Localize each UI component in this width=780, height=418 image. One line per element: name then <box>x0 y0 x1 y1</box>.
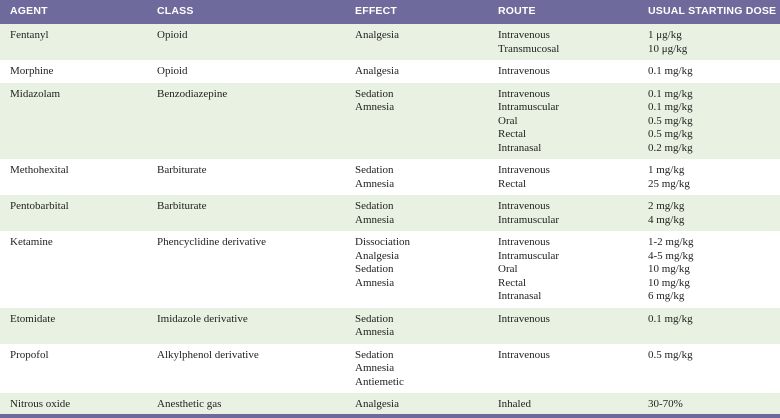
cell-route-line: Intravenous <box>498 87 550 100</box>
cell-class <box>147 83 345 160</box>
cell-effect-line: Sedation <box>355 312 394 325</box>
table-row <box>0 393 780 416</box>
cell-agent-text: Nitrous oxide <box>10 398 71 410</box>
cell-effect <box>345 231 488 308</box>
cell-route-line: Inhaled <box>498 398 531 410</box>
header-dose: USUAL STARTING DOSE <box>638 0 780 24</box>
cell-effect-line: Sedation <box>355 348 394 361</box>
cell-agent <box>0 308 147 344</box>
table-row <box>0 344 780 394</box>
cell-agent <box>0 393 147 416</box>
cell-dose <box>638 393 780 416</box>
cell-agent <box>0 83 147 160</box>
cell-agent-text: Pentobarbital <box>10 200 69 212</box>
cell-route <box>488 159 638 195</box>
cell-class-text: Opioid <box>157 65 188 77</box>
header-row <box>0 0 780 24</box>
cell-agent <box>0 24 147 60</box>
cell-dose <box>638 24 780 60</box>
cell-route-line: Intranasal <box>498 141 542 154</box>
cell-agent-text: Fentanyl <box>10 29 49 41</box>
cell-dose <box>638 195 780 231</box>
cell-dose-line: 6 mg/kg <box>648 290 685 302</box>
cell-agent <box>0 195 147 231</box>
cell-agent <box>0 231 147 308</box>
cell-dose-line: 0.5 mg/kg <box>648 128 693 140</box>
cell-route-line: Rectal <box>498 177 527 190</box>
cell-effect-line: Sedation <box>355 164 394 176</box>
cell-dose-line: 0.1 mg/kg <box>648 65 693 77</box>
cell-effect <box>345 83 488 160</box>
cell-class <box>147 24 345 60</box>
cell-route-line: Rectal <box>498 128 527 140</box>
cell-effect <box>345 159 488 195</box>
cell-effect-line: Analgesia <box>355 29 399 41</box>
cell-agent-text: Morphine <box>10 65 54 77</box>
cell-effect-line: Dissociation <box>355 236 410 248</box>
cell-effect <box>345 60 488 83</box>
cell-route-line: Intravenous <box>498 312 550 325</box>
cell-route-line: Oral <box>498 263 518 275</box>
cell-dose-line: 0.5 mg/kg <box>648 114 693 127</box>
header-agent: AGENT <box>0 0 147 24</box>
cell-class <box>147 60 345 83</box>
cell-agent-text: Ketamine <box>10 236 53 248</box>
cell-class-text: Alkylphenol derivative <box>157 348 259 361</box>
cell-dose <box>638 83 780 160</box>
cell-route-line: Transmucosal <box>498 42 560 55</box>
cell-route <box>488 344 638 394</box>
cell-dose-line: 0.1 mg/kg <box>648 312 693 325</box>
cell-effect-line: Sedation <box>355 87 394 100</box>
cell-effect-line: Sedation <box>355 200 394 212</box>
cell-effect-line: Amnesia <box>355 362 395 374</box>
cell-effect-line: Amnesia <box>355 177 395 190</box>
cell-dose-line: 0.1 mg/kg <box>648 101 693 113</box>
cell-effect <box>345 393 488 416</box>
cell-route <box>488 308 638 344</box>
cell-class <box>147 308 345 344</box>
cell-class-text: Opioid <box>157 29 188 41</box>
cell-route <box>488 231 638 308</box>
header-class: CLASS <box>147 0 345 24</box>
cell-agent <box>0 344 147 394</box>
table-body <box>0 24 780 416</box>
cell-agent-text: Midazolam <box>10 87 61 100</box>
cell-effect-line: Sedation <box>355 263 394 275</box>
cell-effect-line: Amnesia <box>355 101 395 113</box>
cell-dose-line: 0.1 mg/kg <box>648 87 693 100</box>
cell-dose-line: 1 mg/kg <box>648 164 685 176</box>
cell-dose-line: 10 mg/kg <box>648 276 690 289</box>
cell-route <box>488 83 638 160</box>
cell-dose-line: 0.2 mg/kg <box>648 141 693 154</box>
cell-agent-text: Methohexital <box>10 164 69 176</box>
cell-route-line: Intravenous <box>498 164 550 176</box>
cell-class-text: Barbiturate <box>157 200 207 212</box>
cell-route-line: Oral <box>498 114 518 127</box>
cell-class <box>147 231 345 308</box>
cell-route-line: Intravenous <box>498 29 550 41</box>
cell-dose <box>638 60 780 83</box>
cell-dose-line: 4-5 mg/kg <box>648 249 694 262</box>
cell-dose-line: 1-2 mg/kg <box>648 236 694 248</box>
cell-agent-text: Etomidate <box>10 312 56 325</box>
cell-route <box>488 24 638 60</box>
header-effect: EFFECT <box>345 0 488 24</box>
cell-dose-line: 4 mg/kg <box>648 213 685 226</box>
cell-route <box>488 195 638 231</box>
table-row <box>0 83 780 160</box>
cell-route-line: Intravenous <box>498 236 550 248</box>
table-row <box>0 24 780 60</box>
cell-dose-line: 10 mg/kg <box>648 263 690 275</box>
cell-route-line: Intramuscular <box>498 249 560 262</box>
cell-effect-line: Amnesia <box>355 213 395 226</box>
cell-effect <box>345 195 488 231</box>
cell-dose <box>638 159 780 195</box>
cell-dose-line: 2 mg/kg <box>648 200 685 212</box>
cell-effect <box>345 344 488 394</box>
cell-route-line: Intravenous <box>498 200 550 212</box>
table-row <box>0 308 780 344</box>
cell-dose-line: 30-70% <box>648 398 683 410</box>
header-route: ROUTE <box>488 0 638 24</box>
table-row <box>0 231 780 308</box>
cell-route <box>488 60 638 83</box>
cell-dose <box>638 231 780 308</box>
cell-route-line: Intramuscular <box>498 213 560 226</box>
cell-agent-text: Propofol <box>10 348 49 361</box>
cell-class-text: Barbiturate <box>157 164 207 176</box>
table-row <box>0 159 780 195</box>
cell-dose-line: 1 μg/kg <box>648 29 682 41</box>
cell-route-line: Intranasal <box>498 290 542 302</box>
cell-class-text: Phencyclidine derivative <box>157 236 267 248</box>
cell-dose <box>638 344 780 394</box>
cell-agent <box>0 159 147 195</box>
cell-agent <box>0 60 147 83</box>
cell-class <box>147 344 345 394</box>
cell-dose-line: 0.5 mg/kg <box>648 348 693 361</box>
cell-class-text: Imidazole derivative <box>157 312 248 325</box>
table-row <box>0 195 780 231</box>
cell-effect-line: Analgesia <box>355 249 399 262</box>
cell-route-line: Intramuscular <box>498 101 560 113</box>
cell-effect <box>345 24 488 60</box>
cell-route <box>488 393 638 416</box>
cell-route-line: Intravenous <box>498 65 550 77</box>
cell-effect <box>345 308 488 344</box>
cell-class-text: Anesthetic gas <box>157 398 222 410</box>
cell-route-line: Intravenous <box>498 348 550 361</box>
cell-dose-line: 25 mg/kg <box>648 177 690 190</box>
cell-dose-line: 10 μg/kg <box>648 42 688 55</box>
cell-effect-line: Amnesia <box>355 326 395 338</box>
cell-class <box>147 195 345 231</box>
cell-class <box>147 159 345 195</box>
cell-effect-line: Analgesia <box>355 398 399 410</box>
cell-class-text: Benzodiazepine <box>157 87 228 100</box>
cell-effect-line: Analgesia <box>355 65 399 77</box>
table-row <box>0 60 780 83</box>
cell-class <box>147 393 345 416</box>
cell-route-line: Rectal <box>498 276 527 289</box>
cell-effect-line: Amnesia <box>355 276 395 289</box>
cell-effect-line: Antiemetic <box>355 375 404 388</box>
cell-dose <box>638 308 780 344</box>
